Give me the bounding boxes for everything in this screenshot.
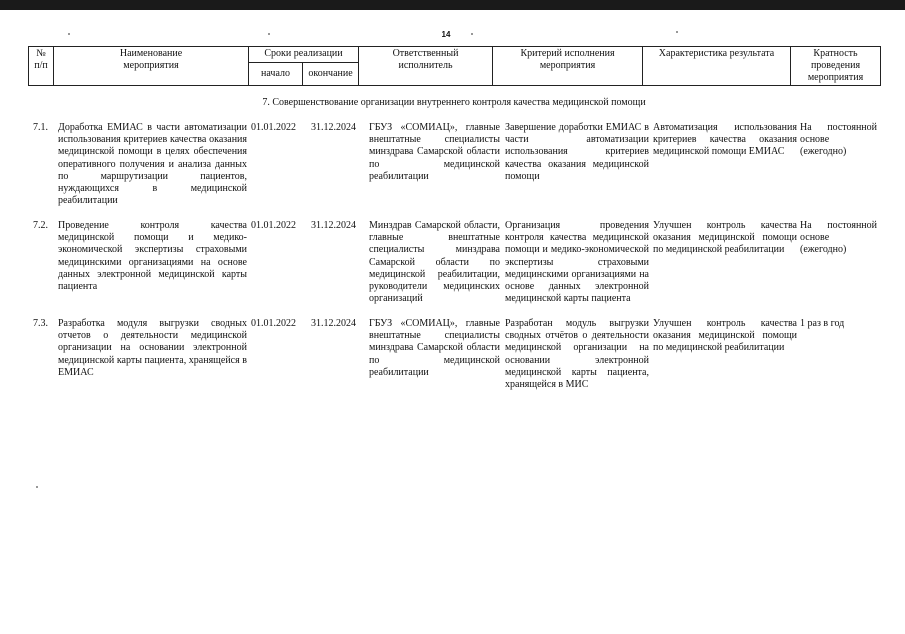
header-name: Наименование мероприятия bbox=[54, 47, 249, 86]
header-terms: Сроки реализации bbox=[249, 47, 359, 63]
row-number: 7.2. bbox=[33, 220, 48, 231]
scan-speck bbox=[471, 33, 473, 35]
row-executor: ГБУЗ «СОМИАЦ», главные внештатные специалисты минздрава Самарской области по медицинской реабилитации bbox=[369, 318, 500, 378]
row-start-date: 01.01.2022 bbox=[251, 318, 296, 329]
scan-speck bbox=[68, 33, 70, 35]
row-result: Улучшен контроль качества оказания медицинской помощи по медицинской реабилитации bbox=[653, 318, 797, 354]
row-executor: ГБУЗ «СОМИАЦ», главные внештатные специалисты минздрава Самарской области по медицинской реабилитации bbox=[369, 122, 500, 182]
row-end-date: 31.12.2024 bbox=[311, 122, 356, 133]
row-criterion: Организация проведения контроля качества медицинской помощи и медико-экономической экспертизы страховыми медицинскими организациями на основе данных электронной медицинской карты пациента bbox=[505, 220, 649, 305]
scan-top-border bbox=[0, 0, 905, 10]
header-frequency: Кратность проведения мероприятия bbox=[791, 47, 881, 86]
header-number: № п/п bbox=[29, 47, 54, 86]
row-result: Улучшен контроль качества оказания медицинской помощи по медицинской реабилитации bbox=[653, 220, 797, 256]
row-criterion: Разработан модуль выгрузки сводных отчётов о деятельности медицинской организации на основании электронной медицинской карты пациента, хранящейся в МИС bbox=[505, 318, 649, 391]
header-start: начало bbox=[249, 63, 303, 86]
row-number: 7.1. bbox=[33, 122, 48, 133]
row-executor: Минздрав Самарской области, главные внештатные специалисты минздрава Самарской области по медицинской реабилитации, руководители медицинских организаций bbox=[369, 220, 500, 305]
row-start-date: 01.01.2022 bbox=[251, 220, 296, 231]
scan-speck bbox=[268, 33, 270, 35]
section-title: 7. Совершенствование организации внутреннего контроля качества медицинской помощи bbox=[262, 97, 646, 108]
row-number: 7.3. bbox=[33, 318, 48, 329]
table-header bbox=[28, 46, 881, 86]
scan-speck bbox=[676, 31, 678, 33]
header-result: Характеристика результата bbox=[643, 47, 791, 86]
scan-speck bbox=[36, 486, 38, 488]
header-end: окончание bbox=[303, 63, 359, 86]
row-criterion: Завершение доработки ЕМИАС в части автоматизации использования критериев качества оказания медицинской помощи bbox=[505, 122, 649, 182]
row-end-date: 31.12.2024 bbox=[311, 318, 356, 329]
row-start-date: 01.01.2022 bbox=[251, 122, 296, 133]
row-frequency: На постоянной основе (ежегодно) bbox=[800, 220, 877, 256]
row-frequency: На постоянной основе (ежегодно) bbox=[800, 122, 877, 158]
row-frequency: 1 раз в год bbox=[800, 318, 845, 329]
row-result: Автоматизация использования критериев качества оказания медицинской помощи ЕМИАС bbox=[653, 122, 797, 158]
header-criterion: Критерий исполнения мероприятия bbox=[493, 47, 643, 86]
row-name: Доработка ЕМИАС в части автоматизации использования критериев качества оказания медицинской помощи в целях обеспечения оперативного получения и анализа данных по маршрутизации пациентов, нуждающихся в медицинской реабилитации bbox=[58, 122, 247, 207]
page-number: 14 bbox=[441, 30, 451, 39]
row-end-date: 31.12.2024 bbox=[311, 220, 356, 231]
header-executor: Ответственный исполнитель bbox=[359, 47, 493, 86]
row-name: Разработка модуля выгрузки сводных отчетов о деятельности медицинской организации на основании электронной медицинской карты пациента, хранящейся в ЕМИАС bbox=[58, 318, 247, 378]
row-name: Проведение контроля качества медицинской помощи и медико-экономической экспертизы страховыми медицинскими организациями на основе данных электронной медицинской карты пациента bbox=[58, 220, 247, 293]
